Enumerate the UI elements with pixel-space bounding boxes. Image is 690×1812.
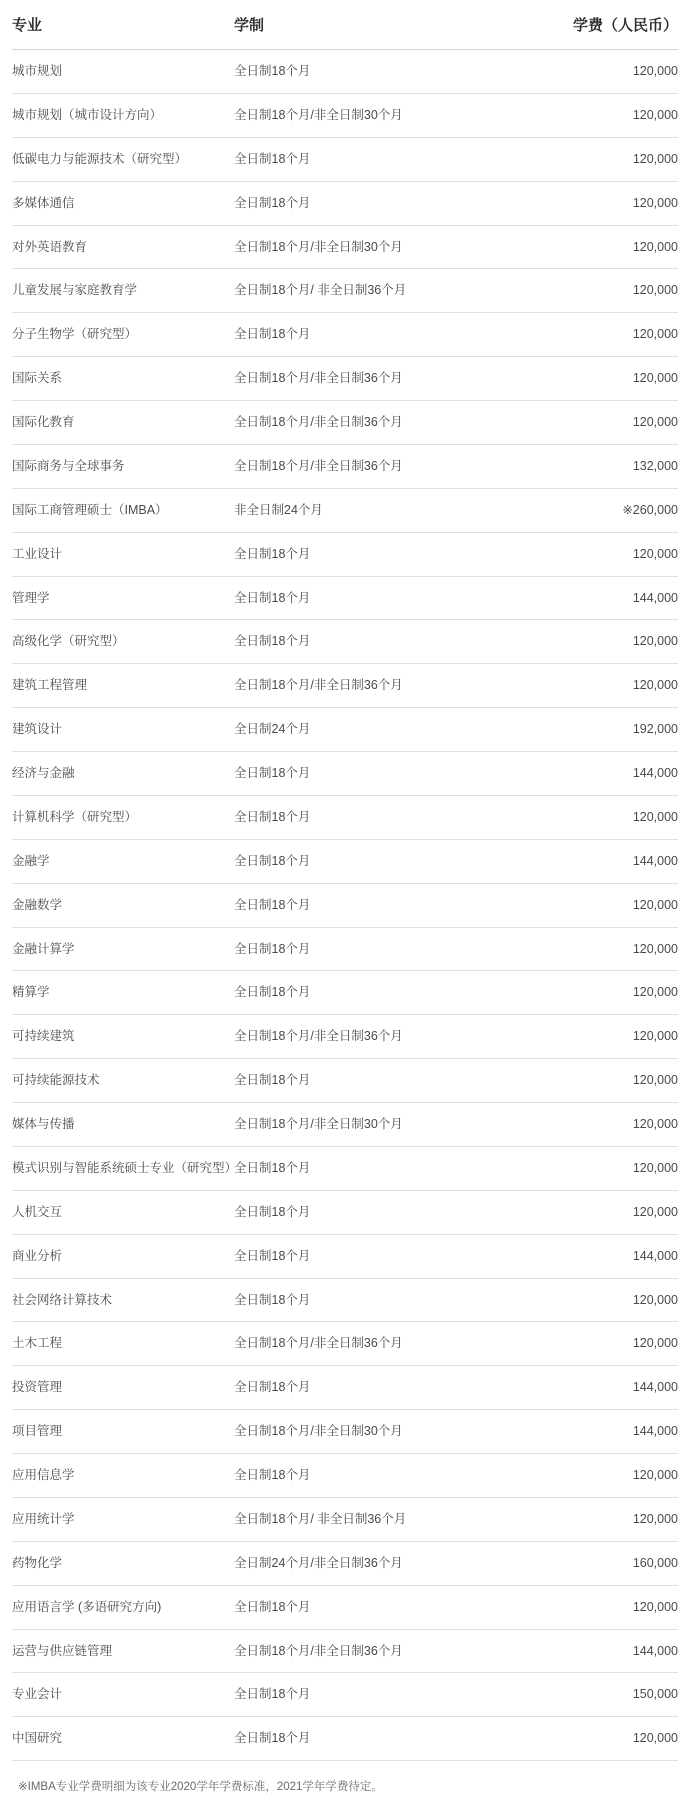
table-row: [12, 839, 678, 883]
table-row: [12, 1585, 678, 1629]
cell-system: 全日制18个月: [234, 883, 456, 927]
cell-major: 中国研究: [12, 1717, 234, 1761]
table-row: [12, 137, 678, 181]
cell-fee: 120,000: [456, 225, 678, 269]
cell-system: 全日制18个月: [234, 1673, 456, 1717]
table-row: [12, 1366, 678, 1410]
cell-system: 非全日制24个月: [234, 488, 456, 532]
cell-major: 金融计算学: [12, 927, 234, 971]
cell-major: 金融数学: [12, 883, 234, 927]
cell-fee: 120,000: [456, 795, 678, 839]
cell-fee: 160,000: [456, 1541, 678, 1585]
cell-fee: 120,000: [456, 1278, 678, 1322]
cell-fee: 144,000: [456, 1410, 678, 1454]
cell-system: 全日制18个月: [234, 1190, 456, 1234]
cell-major: 建筑设计: [12, 708, 234, 752]
cell-fee: 120,000: [456, 1015, 678, 1059]
cell-system: 全日制18个月: [234, 50, 456, 94]
table-header: [12, 0, 678, 50]
cell-system: 全日制18个月/ 非全日制36个月: [234, 269, 456, 313]
cell-major: 对外英语教育: [12, 225, 234, 269]
table-row: [12, 708, 678, 752]
cell-major: 多媒体通信: [12, 181, 234, 225]
cell-major: 分子生物学（研究型）: [12, 313, 234, 357]
cell-system: 全日制18个月: [234, 1059, 456, 1103]
cell-system: 全日制18个月: [234, 1717, 456, 1761]
cell-system: 全日制18个月: [234, 181, 456, 225]
cell-major: 儿童发展与家庭教育学: [12, 269, 234, 313]
cell-system: 全日制18个月: [234, 1146, 456, 1190]
cell-major: 国际化教育: [12, 401, 234, 445]
cell-system: 全日制18个月: [234, 313, 456, 357]
cell-system: 全日制18个月/非全日制36个月: [234, 664, 456, 708]
cell-system: 全日制18个月/非全日制36个月: [234, 357, 456, 401]
cell-major: 模式识别与智能系统硕士专业（研究型）: [12, 1146, 234, 1190]
cell-major: 国际商务与全球事务: [12, 444, 234, 488]
cell-fee: 120,000: [456, 620, 678, 664]
cell-major: 金融学: [12, 839, 234, 883]
cell-fee: 144,000: [456, 1629, 678, 1673]
cell-system: 全日制18个月: [234, 532, 456, 576]
cell-fee: 144,000: [456, 576, 678, 620]
cell-system: 全日制18个月: [234, 752, 456, 796]
cell-system: 全日制18个月: [234, 620, 456, 664]
table-row: [12, 1278, 678, 1322]
cell-major: 经济与金融: [12, 752, 234, 796]
cell-system: 全日制18个月: [234, 795, 456, 839]
table-row: [12, 1234, 678, 1278]
cell-major: 应用信息学: [12, 1454, 234, 1498]
cell-major: 项目管理: [12, 1410, 234, 1454]
cell-fee: 120,000: [456, 181, 678, 225]
tuition-table: [12, 0, 678, 1761]
table-row: [12, 269, 678, 313]
table-row: [12, 1103, 678, 1147]
table-row: [12, 225, 678, 269]
cell-fee: 120,000: [456, 313, 678, 357]
cell-system: 全日制18个月/非全日制36个月: [234, 1015, 456, 1059]
table-body: [12, 50, 678, 1761]
cell-fee: 120,000: [456, 93, 678, 137]
column-header-system: 学制: [234, 0, 456, 50]
cell-fee: 150,000: [456, 1673, 678, 1717]
cell-major: 城市规划（城市设计方向）: [12, 93, 234, 137]
table-row: [12, 50, 678, 94]
cell-system: 全日制18个月: [234, 1278, 456, 1322]
cell-major: 计算机科学（研究型）: [12, 795, 234, 839]
cell-fee: 120,000: [456, 971, 678, 1015]
table-row: [12, 313, 678, 357]
column-header-major: 专业: [12, 0, 234, 50]
table-row: [12, 1322, 678, 1366]
table-row: [12, 1015, 678, 1059]
table-row: [12, 620, 678, 664]
table-row: [12, 1454, 678, 1498]
cell-fee: 120,000: [456, 1497, 678, 1541]
cell-system: 全日制18个月: [234, 576, 456, 620]
cell-fee: 120,000: [456, 137, 678, 181]
cell-major: 可持续建筑: [12, 1015, 234, 1059]
cell-major: 可持续能源技术: [12, 1059, 234, 1103]
cell-major: 人机交互: [12, 1190, 234, 1234]
cell-fee: 120,000: [456, 1717, 678, 1761]
table-row: [12, 1059, 678, 1103]
table-row: [12, 1190, 678, 1234]
cell-system: 全日制18个月: [234, 971, 456, 1015]
cell-fee: 120,000: [456, 1146, 678, 1190]
cell-fee: 120,000: [456, 1190, 678, 1234]
cell-fee: 120,000: [456, 401, 678, 445]
cell-fee: 192,000: [456, 708, 678, 752]
cell-system: 全日制18个月: [234, 137, 456, 181]
cell-major: 工业设计: [12, 532, 234, 576]
table-row: [12, 752, 678, 796]
cell-major: 投资管理: [12, 1366, 234, 1410]
cell-major: 精算学: [12, 971, 234, 1015]
cell-system: 全日制18个月: [234, 927, 456, 971]
cell-major: 运营与供应链管理: [12, 1629, 234, 1673]
table-row: [12, 1629, 678, 1673]
cell-system: 全日制18个月: [234, 839, 456, 883]
table-row: [12, 576, 678, 620]
cell-fee: ※260,000: [456, 488, 678, 532]
cell-system: 全日制18个月/非全日制30个月: [234, 93, 456, 137]
table-row: [12, 1717, 678, 1761]
cell-system: 全日制18个月/非全日制36个月: [234, 1322, 456, 1366]
table-row: [12, 357, 678, 401]
cell-system: 全日制18个月: [234, 1454, 456, 1498]
cell-system: 全日制18个月/非全日制30个月: [234, 1103, 456, 1147]
cell-system: 全日制24个月/非全日制36个月: [234, 1541, 456, 1585]
cell-fee: 120,000: [456, 357, 678, 401]
cell-fee: 120,000: [456, 532, 678, 576]
cell-system: 全日制18个月: [234, 1234, 456, 1278]
cell-major: 社会网络计算技术: [12, 1278, 234, 1322]
cell-major: 媒体与传播: [12, 1103, 234, 1147]
table-row: [12, 664, 678, 708]
cell-fee: 120,000: [456, 1454, 678, 1498]
cell-fee: 120,000: [456, 1103, 678, 1147]
cell-system: 全日制18个月/非全日制30个月: [234, 1410, 456, 1454]
cell-major: 专业会计: [12, 1673, 234, 1717]
cell-system: 全日制18个月/非全日制30个月: [234, 225, 456, 269]
table-row: [12, 401, 678, 445]
cell-major: 国际关系: [12, 357, 234, 401]
table-footnote: ※IMBA专业学费明细为该专业2020学年学费标准，2021学年学费待定。: [18, 1781, 383, 1794]
table-row: [12, 532, 678, 576]
cell-major: 商业分析: [12, 1234, 234, 1278]
cell-system: 全日制18个月: [234, 1585, 456, 1629]
cell-fee: 120,000: [456, 927, 678, 971]
cell-major: 国际工商管理硕士（IMBA）: [12, 488, 234, 532]
cell-major: 土木工程: [12, 1322, 234, 1366]
cell-major: 城市规划: [12, 50, 234, 94]
table-row: [12, 1410, 678, 1454]
cell-fee: 144,000: [456, 1234, 678, 1278]
cell-system: 全日制18个月/非全日制36个月: [234, 444, 456, 488]
table-row: [12, 795, 678, 839]
cell-fee: 144,000: [456, 839, 678, 883]
cell-major: 药物化学: [12, 1541, 234, 1585]
cell-fee: 120,000: [456, 664, 678, 708]
cell-fee: 120,000: [456, 1585, 678, 1629]
cell-fee: 120,000: [456, 1059, 678, 1103]
table-row: [12, 93, 678, 137]
cell-system: 全日制18个月/ 非全日制36个月: [234, 1497, 456, 1541]
cell-fee: 120,000: [456, 50, 678, 94]
table-header-row: [12, 0, 678, 50]
cell-major: 应用统计学: [12, 1497, 234, 1541]
table-row: [12, 181, 678, 225]
cell-fee: 132,000: [456, 444, 678, 488]
table-row: [12, 1673, 678, 1717]
table-row: [12, 883, 678, 927]
cell-fee: 144,000: [456, 752, 678, 796]
cell-system: 全日制18个月/非全日制36个月: [234, 1629, 456, 1673]
column-header-fee: 学费（人民币）: [456, 0, 678, 50]
table-row: [12, 488, 678, 532]
table-row: [12, 927, 678, 971]
cell-major: 高级化学（研究型）: [12, 620, 234, 664]
table-row: [12, 971, 678, 1015]
cell-system: 全日制18个月: [234, 1366, 456, 1410]
cell-fee: 120,000: [456, 269, 678, 313]
table-row: [12, 1541, 678, 1585]
table-row: [12, 1146, 678, 1190]
cell-fee: 144,000: [456, 1366, 678, 1410]
cell-major: 低碳电力与能源技术（研究型）: [12, 137, 234, 181]
table-row: [12, 444, 678, 488]
cell-fee: 120,000: [456, 1322, 678, 1366]
table-row: [12, 1497, 678, 1541]
cell-major: 应用语言学 (多语研究方向): [12, 1585, 234, 1629]
cell-major: 管理学: [12, 576, 234, 620]
cell-major: 建筑工程管理: [12, 664, 234, 708]
cell-system: 全日制18个月/非全日制36个月: [234, 401, 456, 445]
cell-system: 全日制24个月: [234, 708, 456, 752]
cell-fee: 120,000: [456, 883, 678, 927]
